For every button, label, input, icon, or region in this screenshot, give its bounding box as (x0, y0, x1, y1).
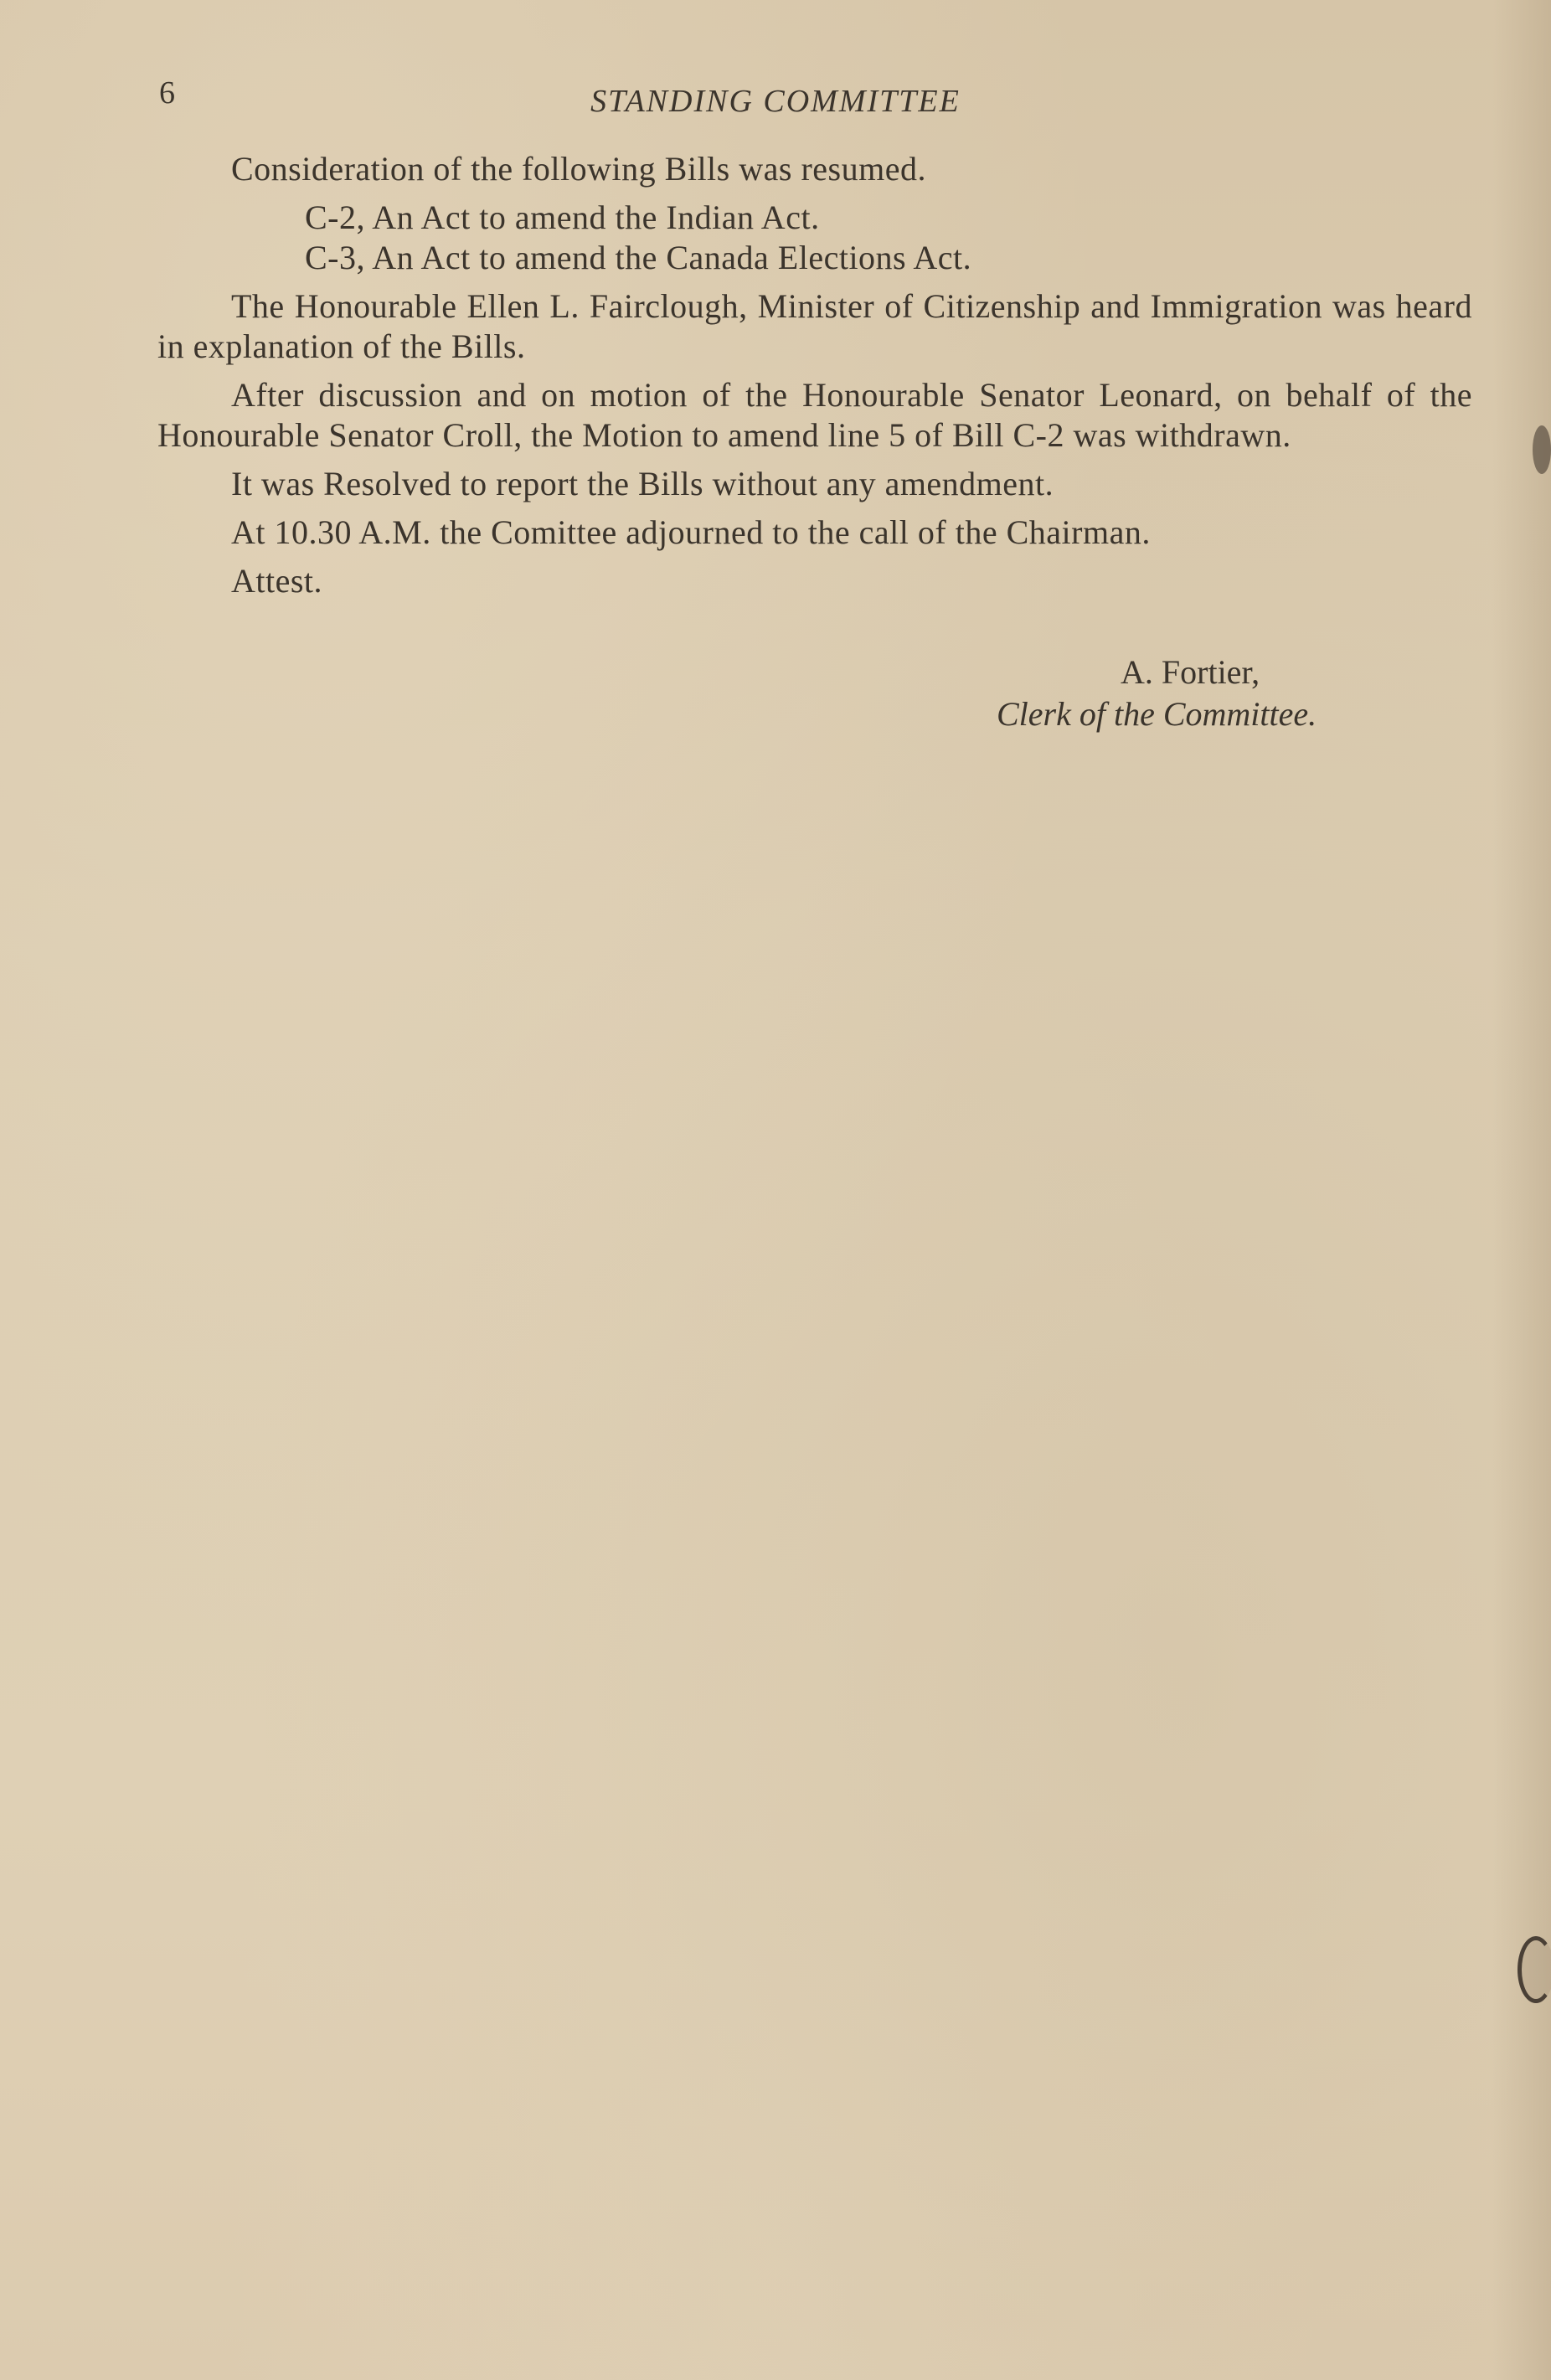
bill-item-c2: C-2, An Act to amend the Indian Act. (305, 198, 820, 236)
bill-item-c3: C-3, An Act to amend the Canada Elections Act. (305, 239, 972, 276)
clerk-title: Clerk of the Committee. (997, 695, 1317, 733)
edge-tear-mark (1533, 425, 1551, 474)
minutes-body (157, 149, 1472, 610)
binding-hole-mark (1518, 1936, 1551, 2003)
clerk-name: A. Fortier, (1121, 653, 1260, 691)
adjournment-paragraph: At 10.30 A.M. the Comittee adjourned to the call of the Chairman. (231, 513, 1151, 551)
attest-line: Attest. (231, 562, 323, 600)
page-edge-shadow (1492, 0, 1551, 2380)
intro-paragraph: Consideration of the following Bills was resumed. (231, 150, 926, 188)
motion-paragraph: After discussion and on motion of the Honourable Senator Leonard, on behalf of the Honourable Senator Croll, the Motion to amend line 5 of Bill C-2 was withdrawn. (157, 376, 1472, 454)
minister-paragraph: The Honourable Ellen L. Fairclough, Minister of Citizenship and Immigration was heard in explanation of the Bills. (157, 287, 1472, 365)
signature-block (997, 652, 1432, 735)
page-number: 6 (159, 75, 175, 111)
resolution-paragraph: It was Resolved to report the Bills without any amendment. (231, 465, 1054, 502)
running-title: STANDING COMMITTEE (590, 84, 961, 119)
bill-list (157, 198, 1472, 278)
